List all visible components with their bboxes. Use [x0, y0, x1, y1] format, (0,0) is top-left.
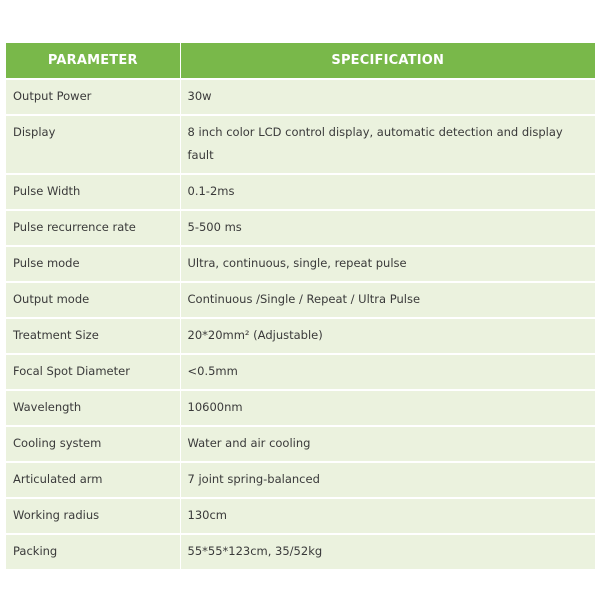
parameter-cell: Output Power: [6, 79, 180, 115]
table-row: [6, 354, 595, 390]
specification-cell: 55*55*123cm, 35/52kg: [180, 534, 595, 569]
specification-table: [6, 43, 595, 569]
specification-cell: <0.5mm: [180, 354, 595, 390]
parameter-cell: Cooling system: [6, 426, 180, 462]
parameter-cell: Wavelength: [6, 390, 180, 426]
parameter-cell: Display: [6, 115, 180, 174]
specification-cell: Water and air cooling: [180, 426, 595, 462]
header-specification: SPECIFICATION: [180, 43, 595, 79]
specification-cell: Ultra, continuous, single, repeat pulse: [180, 246, 595, 282]
specification-cell: Continuous /Single / Repeat / Ultra Pulse: [180, 282, 595, 318]
parameter-cell: Packing: [6, 534, 180, 569]
specification-cell: 30w: [180, 79, 595, 115]
table-row: [6, 462, 595, 498]
table-row: [6, 174, 595, 210]
parameter-cell: Focal Spot Diameter: [6, 354, 180, 390]
table-row: [6, 282, 595, 318]
parameter-cell: Output mode: [6, 282, 180, 318]
table-row: [6, 79, 595, 115]
table-row: [6, 246, 595, 282]
specification-cell: 0.1-2ms: [180, 174, 595, 210]
table-row: [6, 318, 595, 354]
specification-cell: 7 joint spring-balanced: [180, 462, 595, 498]
specification-cell: 8 inch color LCD control display, automatic detection and display fault: [180, 115, 595, 174]
table-row: [6, 534, 595, 569]
specification-cell: 5-500 ms: [180, 210, 595, 246]
parameter-cell: Pulse Width: [6, 174, 180, 210]
parameter-cell: Pulse recurrence rate: [6, 210, 180, 246]
specification-cell: 130cm: [180, 498, 595, 534]
table-row: [6, 210, 595, 246]
table-row: [6, 390, 595, 426]
table-row: [6, 498, 595, 534]
specification-cell: 10600nm: [180, 390, 595, 426]
parameter-cell: Pulse mode: [6, 246, 180, 282]
parameter-cell: Treatment Size: [6, 318, 180, 354]
table-row: [6, 115, 595, 174]
header-parameter: PARAMETER: [6, 43, 180, 79]
table-row: [6, 426, 595, 462]
parameter-cell: Articulated arm: [6, 462, 180, 498]
parameter-cell: Working radius: [6, 498, 180, 534]
specification-cell: 20*20mm² (Adjustable): [180, 318, 595, 354]
table-header-row: [6, 43, 595, 79]
